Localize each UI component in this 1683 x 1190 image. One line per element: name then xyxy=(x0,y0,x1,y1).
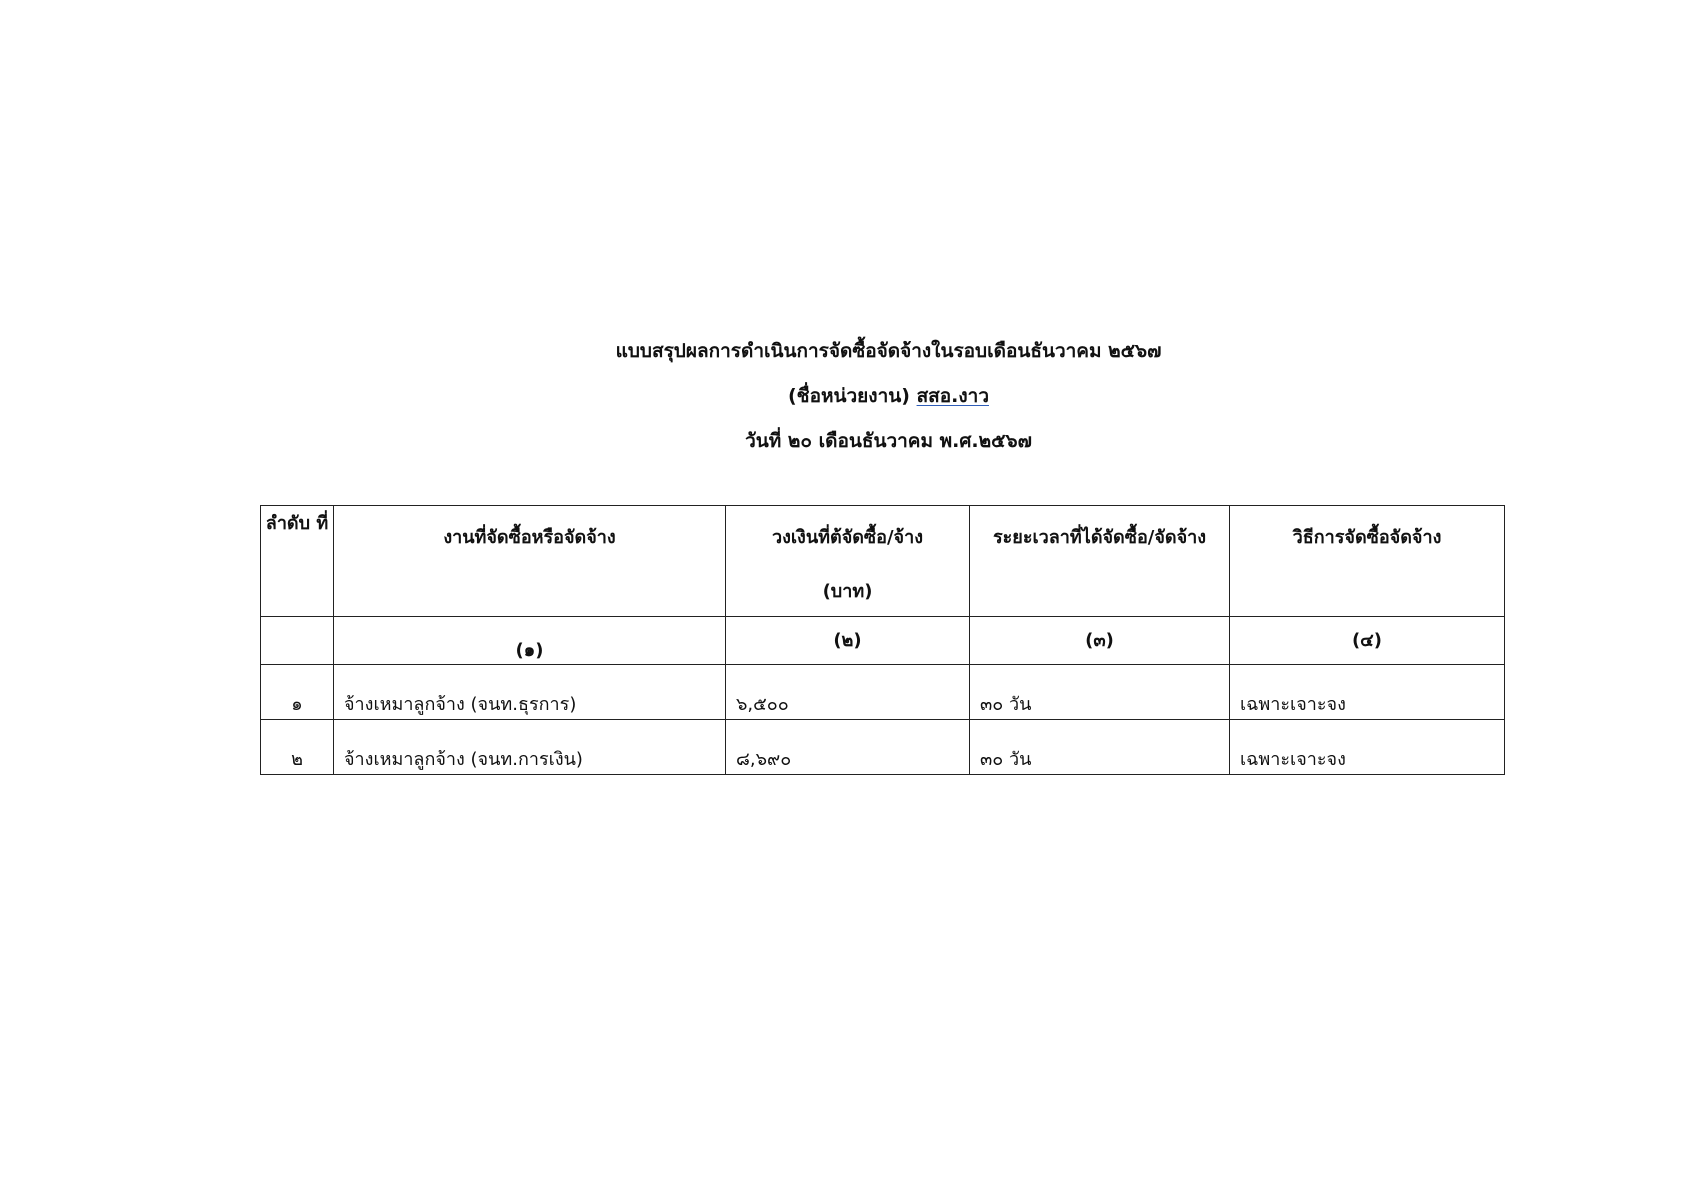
unit-line xyxy=(47,383,1683,409)
cell-budget: ๘,๖๙๐ xyxy=(726,720,970,775)
cell-seq: ๑ xyxy=(261,665,334,720)
header-budget: วงเงินที่ต้จัดซื้อ/จ้าง (บาท) xyxy=(726,506,970,617)
cell-period: ๓๐ วัน xyxy=(970,665,1230,720)
header-work: งานที่จัดซื้อหรือจัดจ้าง xyxy=(334,506,726,617)
column-number-2: (๒) xyxy=(726,617,970,665)
column-number-1: (๑) xyxy=(334,617,726,665)
cell-work: จ้างเหมาลูกจ้าง (จนท.ธุรการ) xyxy=(334,665,726,720)
cell-work: จ้างเหมาลูกจ้าง (จนท.การเงิน) xyxy=(334,720,726,775)
column-number-4: (๔) xyxy=(1230,617,1505,665)
column-number-3: (๓) xyxy=(970,617,1230,665)
column-number-0 xyxy=(261,617,334,665)
header-seq: ลำดับ ที่ xyxy=(261,506,334,617)
procurement-table xyxy=(260,505,1505,775)
header-budget-unit: (บาท) xyxy=(822,581,873,602)
unit-label: (ชื่อหน่วยงาน) xyxy=(788,385,910,407)
cell-method: เฉพาะเจาะจง xyxy=(1230,665,1505,720)
header-method: วิธีการจัดซื้อจัดจ้าง xyxy=(1230,506,1505,617)
cell-period: ๓๐ วัน xyxy=(970,720,1230,775)
cell-seq: ๒ xyxy=(261,720,334,775)
column-number-row xyxy=(261,617,1505,665)
header-period: ระยะเวลาที่ได้จัดซื้อ/จัดจ้าง xyxy=(970,506,1230,617)
cell-method: เฉพาะเจาะจง xyxy=(1230,720,1505,775)
document-title: แบบสรุปผลการดำเนินการจัดซื้อจัดจ้างในรอบเดือนธันวาคม ๒๕๖๗ xyxy=(615,340,1162,362)
table-header-row xyxy=(261,506,1505,617)
table-row xyxy=(261,720,1505,775)
table-row xyxy=(261,665,1505,720)
unit-name: สสอ.งาว xyxy=(916,385,989,407)
date-line: วันที่ ๒๐ เดือนธันวาคม พ.ศ.๒๕๖๗ xyxy=(745,430,1032,452)
cell-budget: ๖,๕๐๐ xyxy=(726,665,970,720)
